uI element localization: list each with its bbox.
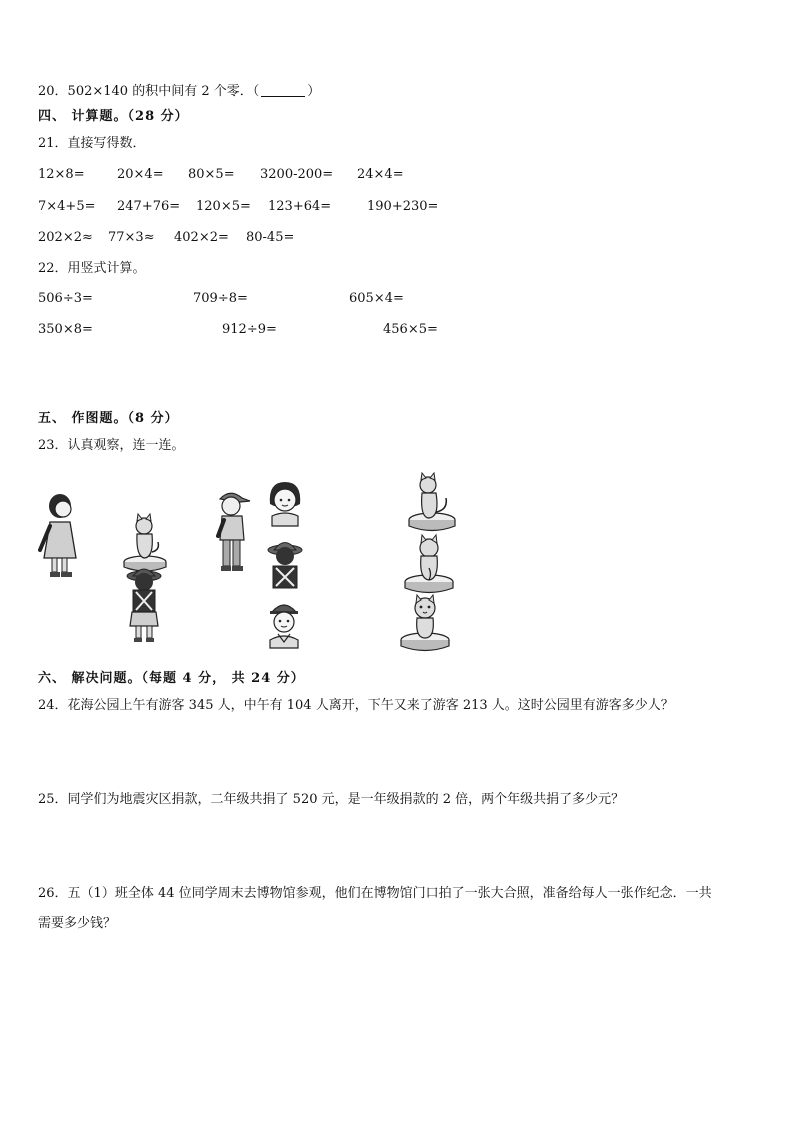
child-back-icon[interactable] <box>124 566 164 644</box>
question-21-title: 21．直接写得数． <box>38 136 146 151</box>
expr-22-2-3: 456×5= <box>383 322 438 337</box>
expr-22-1-3: 605×4= <box>349 291 404 306</box>
question-22-title: 22．用竖式计算。 <box>38 261 146 276</box>
expr-22-1-1: 506÷3= <box>38 291 93 306</box>
question-20-text: 20．502×140 的积中间有 2 个零．（ <box>38 84 260 99</box>
section-5-title: 五、 作图题。（8 分） <box>38 411 179 426</box>
expr-21-3-4: 80-45= <box>246 230 295 245</box>
boy-cap-front-icon[interactable] <box>264 600 304 650</box>
expr-21-3-3: 402×2= <box>174 230 229 245</box>
expr-21-3-2: 77×3≈ <box>108 230 155 245</box>
section-4-title: 四、 计算题。（28 分） <box>38 109 189 124</box>
expr-21-1-3: 80×5= <box>188 167 235 182</box>
expr-21-1-5: 24×4= <box>357 167 404 182</box>
expr-21-3-1: 202×2≈ <box>38 230 93 245</box>
girl-side-icon[interactable] <box>36 492 82 580</box>
cat-on-stand-icon <box>122 512 168 572</box>
expr-22-2-1: 350×8= <box>38 322 93 337</box>
cat-back-icon[interactable] <box>402 534 456 596</box>
question-26-line-1: 26．五（1）班全体 44 位同学周末去博物馆参观，他们在博物馆门口拍了一张大合照，准备给每人一张作纪念．一共 <box>38 886 712 901</box>
child-hat-back-icon[interactable] <box>266 538 304 590</box>
girl-face-icon[interactable] <box>266 480 304 528</box>
expr-21-2-5: 190+230= <box>367 199 439 214</box>
cat-front-icon[interactable] <box>398 594 452 654</box>
expr-21-2-1: 7×4+5= <box>38 199 96 214</box>
section-6-title: 六、 解决问题。（每题 4 分， 共 24 分） <box>38 671 305 686</box>
expr-22-1-2: 709÷8= <box>193 291 248 306</box>
answer-blank[interactable] <box>261 84 305 97</box>
expr-21-2-3: 120×5= <box>196 199 251 214</box>
question-26-line-2: 需要多少钱？ <box>38 916 117 931</box>
expr-21-2-2: 247+76= <box>117 199 181 214</box>
question-20 <box>38 84 320 100</box>
expr-21-1-2: 20×4= <box>117 167 164 182</box>
question-20-close: ） <box>307 84 321 99</box>
boy-cap-side-icon <box>212 490 252 576</box>
expr-21-2-4: 123+64= <box>268 199 332 214</box>
question-25: 25．同学们为地震灾区捐款，二年级共捐了 520 元，是一年级捐款的 2 倍，两个年级共捐了多少元？ <box>38 792 625 807</box>
expr-21-1-4: 3200-200= <box>260 167 334 182</box>
expr-22-2-2: 912÷9= <box>222 322 277 337</box>
question-24: 24．花海公园上午有游客 345 人，中午有 104 人离开，下午又来了游客 213 人。这时公园里有游客多少人？ <box>38 698 674 713</box>
expr-21-1-1: 12×8= <box>38 167 85 182</box>
cat-side-icon[interactable] <box>406 472 458 534</box>
question-23-title: 23．认真观察，连一连。 <box>38 438 185 453</box>
